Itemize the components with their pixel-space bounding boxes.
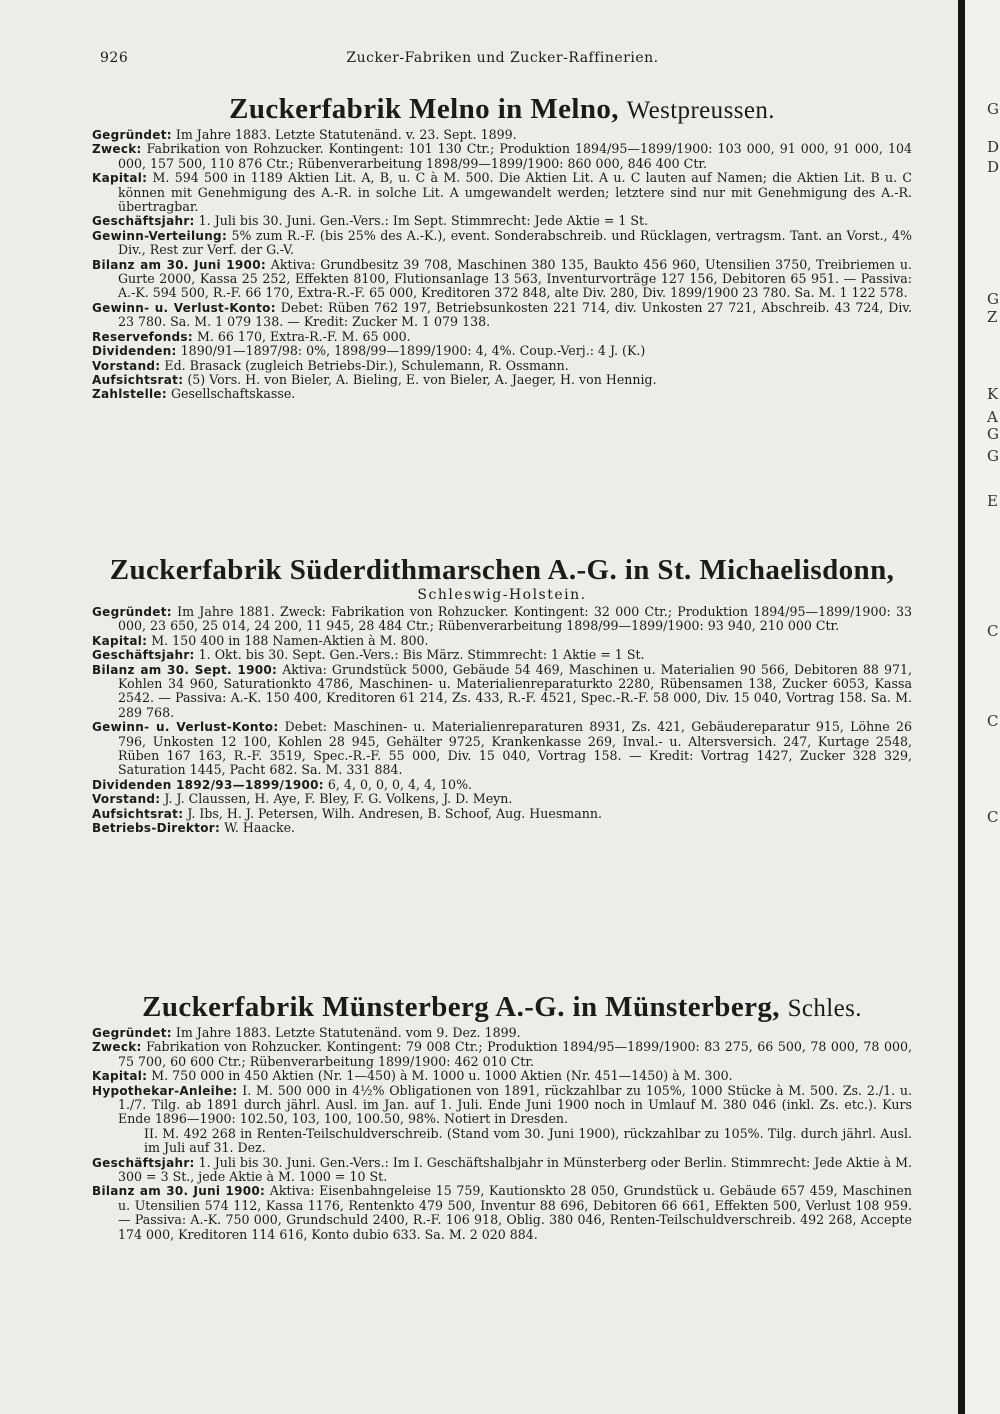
adjacent-page-edge xyxy=(965,0,1000,1414)
entry-zahlstelle: Zahlstelle: Gesellschaftskasse. xyxy=(92,386,296,402)
entry-bilanz: Bilanz am 30. Juni 1900: Aktiva: Grundbesitz 39 708, Maschinen 380 135, Baukto 456 960, Utensilien 3750, Treibriemen u. Gurte 2000, Kassa 25 252, Effekten 8100, Flutionsanlage 13 563, Inventurvorträge 127 156, Debitoren 65 951. — Passiva: A.-K. 594 500, R.-F. 66 170, Extra-R.-F. 65 000, Kreditoren 372 848, alte Div. 280, Div. 1899/1900 23 780. Sa. M. 1 122 578. xyxy=(92,256,912,301)
company-entry-melno xyxy=(92,92,912,402)
company-title: Zuckerfabrik Münsterberg A.-G. in Münsterberg, Schles. xyxy=(142,991,862,1023)
page-number: 926 xyxy=(100,50,129,66)
margin-letter: C xyxy=(987,622,999,640)
entry-kapital: Kapital: M. 594 500 in 1189 Aktien Lit. A, B, u. C à M. 500. Die Aktien Lit. A u. C lauten auf Namen; die Aktien Lit. B u. C können mit Genehmigung des A.-R. in solche Lit. A umgewandelt werden; letztere sind nur mit Genehmigung des A.-R. übertragbar. xyxy=(92,170,912,215)
company-entry-suederdithmarschen xyxy=(92,553,912,836)
entry-vorstand: Vorstand: J. J. Claussen, H. Aye, F. Bley, F. G. Volkens, J. D. Meyn. xyxy=(92,791,513,807)
margin-letter: C xyxy=(987,712,999,730)
margin-letter: G xyxy=(987,100,999,118)
company-title-suffix: Westpreussen. xyxy=(626,97,775,124)
margin-letter: G xyxy=(987,447,999,465)
margin-letter: A xyxy=(987,408,998,426)
entry-gegruendet: Gegründet: Im Jahre 1883. Letzte Statutenänd. vom 9. Dez. 1899. xyxy=(92,1025,521,1040)
entry-gewinn-verteilung: Gewinn-Verteilung: 5% zum R.-F. (bis 25% des A.-K.), event. Sonderabschreib. und Rücklagen, vertragsm. Tant. an Vorst., 4% Div., Rest zur Verf. der G.-V. xyxy=(92,227,912,258)
entry-gewinn-verlust: Gewinn- u. Verlust-Konto: Debet: Rüben 762 197, Betriebsunkosten 221 714, div. Unkosten 27 721, Abschreib. 43 724, Div. 23 780. Sa. M. 1 079 138. — Kredit: Zucker M. 1 079 138. xyxy=(92,299,913,330)
entry-dividenden: Dividenden: 1890/91—1897/98: 0%, 1898/99—1899/1900: 4, 4%. Coup.-Verj.: 4 J. (K.) xyxy=(92,343,646,359)
company-region: Schleswig-Holstein. xyxy=(417,587,587,603)
margin-letter: G xyxy=(987,290,999,308)
margin-letter: G xyxy=(987,425,999,443)
entry-betriebs-direktor: Betriebs-Direktor: W. Haacke. xyxy=(92,820,296,836)
entry-zweck: Zweck: Fabrikation von Rohzucker. Kontingent: 101 130 Ctr.; Produktion 1894/95—1899/1900: 103 000, 91 000, 91 000, 104 000, 157 500, 110 876 Ctr.; Rübenverarbeitung 1898/99—1899/1900: 860 000, 846 400 Ctr. xyxy=(92,141,912,171)
entry-kapital: Kapital: M. 750 000 in 450 Aktien (Nr. 1—450) à M. 1000 u. 1000 Aktien (Nr. 451—1450) à M. 300. xyxy=(92,1068,733,1084)
entry-gewinn-verlust: Gewinn- u. Verlust-Konto: Debet: Maschinen- u. Materialienreparaturen 8931, Zs. 421, Gebäudereparatur 915, Löhne 26 796, Unkosten 12 100, Kohlen 28 945, Gehälter 9725, Krankenkasse 269, Inval.- u. Altersversich. 247, Kurtage 2548, Rüben 167 163, R.-F. 3519, Spec.-R.-F. 55 000, Div. 15 040, Vortrag 158. — Kredit: Vortrag 1427, Zucker 328 329, Saturation 1445, Pacht 682. Sa. M. 331 884. xyxy=(92,719,912,778)
margin-letter: Z xyxy=(987,308,998,326)
margin-letter: D xyxy=(987,138,1000,156)
margin-letter: E xyxy=(987,492,998,510)
margin-letter: D xyxy=(987,158,1000,176)
entry-geschaeftsjahr: Geschäftsjahr: 1. Juli bis 30. Juni. Gen.-Vers.: Im I. Geschäftshalbjahr in Münsterberg oder Berlin. Stimmrecht: Jede Aktie à M. 300 = 3 St., jede Aktie à M. 1000 = 10 St. xyxy=(92,1154,913,1185)
entry-list xyxy=(92,605,912,836)
entry-reservefonds: Reservefonds: M. 66 170, Extra-R.-F. M. 65 000. xyxy=(92,328,411,344)
entry-geschaeftsjahr: Geschäftsjahr: 1. Juli bis 30. Juni. Gen.-Vers.: Im Sept. Stimmrecht: Jede Aktie = 1 St. xyxy=(92,213,649,229)
entry-bilanz: Bilanz am 30. Juni 1900: Aktiva: Eisenbahngeleise 15 759, Kautionskto 28 050, Grundstück u. Gebäude 657 459, Maschinen u. Utensilien 574 112, Kassa 1176, Rentenkto 479 500, Inventur 88 696, Debitoren 66 661, Effekten 500, Verlust 108 959. — Passiva: A.-K. 750 000, Grundschuld 2400, R.-F. 106 918, Oblig. 380 046, Renten-Teilschuldverschreib. 492 268, Accepte 174 000, Kreditoren 114 616, Konto dubio 633. Sa. M. 2 020 884. xyxy=(92,1183,912,1242)
entry-zweck: Zweck: Fabrikation von Rohzucker. Kontingent: 79 008 Ctr.; Produktion 1894/95—1899/1900: 83 275, 66 500, 78 000, 78 000, 75 700, 60 600 Ctr.; Rübenverarbeitung 1899/1900: 462 010 Ctr. xyxy=(92,1039,912,1069)
entry-bilanz: Bilanz am 30. Sept. 1900: Aktiva: Grundstück 5000, Gebäude 54 469, Maschinen u. Materialien 90 566, Debitoren 88 971, Kohlen 34 960, Saturationkto 4786, Maschinen- u. Materialienreparaturkto 2280, Rübensamen 138, Zucker 6053, Kassa 2542. — Passiva: A.-K. 150 400, Kreditoren 61 214, Zs. 433, R.-F. 4521, Spec.-R.-F. 58 000, Div. 15 040, Vortrag 158. Sa. M. 289 768. xyxy=(92,661,913,720)
running-title: Zucker-Fabriken und Zucker-Raffinerien. xyxy=(346,50,659,66)
margin-letter: C xyxy=(987,808,999,826)
entry-gegruendet: Gegründet: Im Jahre 1881. Zweck: Fabrikation von Rohzucker. Kontingent: 32 000 Ctr.; Produktion 1894/95—1899/1900: 33 000, 23 650, 25 014, 24 200, 11 945, 28 484 Ctr.; Rübenverarbeitung 1898/99—1899/1900: 93 940, 210 000 Ctr. xyxy=(92,604,912,634)
entry-aufsichtsrat: Aufsichtsrat: (5) Vors. H. von Bieler, A. Bieling, E. von Bieler, A. Jaeger, H. von Hennig. xyxy=(92,371,657,387)
entry-hypothekar-anleihe: Hypothekar-Anleihe: I. M. 500 000 in 4½% Obligationen von 1891, rückzahlbar zu 105%, 1000 Stücke à M. 500. Zs. 2./1. u. 1./7. Tilg. ab 1891 durch jährl. Ausl. im Jan. auf 1. Juli. Ende Juni 1900 noch in Umlauf M. 380 046 (inkl. Zs. etc.). Kurs Ende 1896—1900: 102.50, 103, 100, 100.50, 98%. Notiert in Dresden. xyxy=(92,1082,912,1127)
entry-list xyxy=(92,1026,912,1242)
book-spine-shadow xyxy=(958,0,965,1414)
entry-vorstand: Vorstand: Ed. Brasack (zugleich Betriebs-Dir.), Schulemann, R. Ossmann. xyxy=(92,357,569,373)
entry-aufsichtsrat: Aufsichtsrat: J. Ibs, H. J. Petersen, Wilh. Andresen, B. Schoof, Aug. Huesmann. xyxy=(92,805,602,821)
entry-list xyxy=(92,128,912,402)
company-title: Zuckerfabrik Süderdithmarschen A.-G. in St. Michaelisdonn, xyxy=(109,554,895,586)
company-title-suffix: Schles. xyxy=(787,995,862,1022)
company-title: Zuckerfabrik Melno in Melno, Westpreussen. xyxy=(229,93,775,125)
company-entry-muensterberg xyxy=(92,990,912,1242)
margin-letter: K xyxy=(987,385,999,403)
entry-geschaeftsjahr: Geschäftsjahr: 1. Okt. bis 30. Sept. Gen.-Vers.: Bis März. Stimmrecht: 1 Aktie = 1 St. xyxy=(92,647,645,663)
entry-gegruendet: Gegründet: Im Jahre 1883. Letzte Statutenänd. v. 23. Sept. 1899. xyxy=(92,127,517,142)
entry-dividenden: Dividenden 1892/93—1899/1900: 6, 4, 0, 0, 0, 4, 4, 10%. xyxy=(92,776,473,792)
entry-kapital: Kapital: M. 150 400 in 188 Namen-Aktien à M. 800. xyxy=(92,632,429,648)
entry-renten-teilschuldverschreibung: II. M. 492 268 in Renten-Teilschuldverschreib. (Stand vom 30. Juni 1900), rückzahlbar zu 105%. Tilg. durch jährl. Ausl. im Juli auf 31. Dez. xyxy=(144,1125,912,1156)
